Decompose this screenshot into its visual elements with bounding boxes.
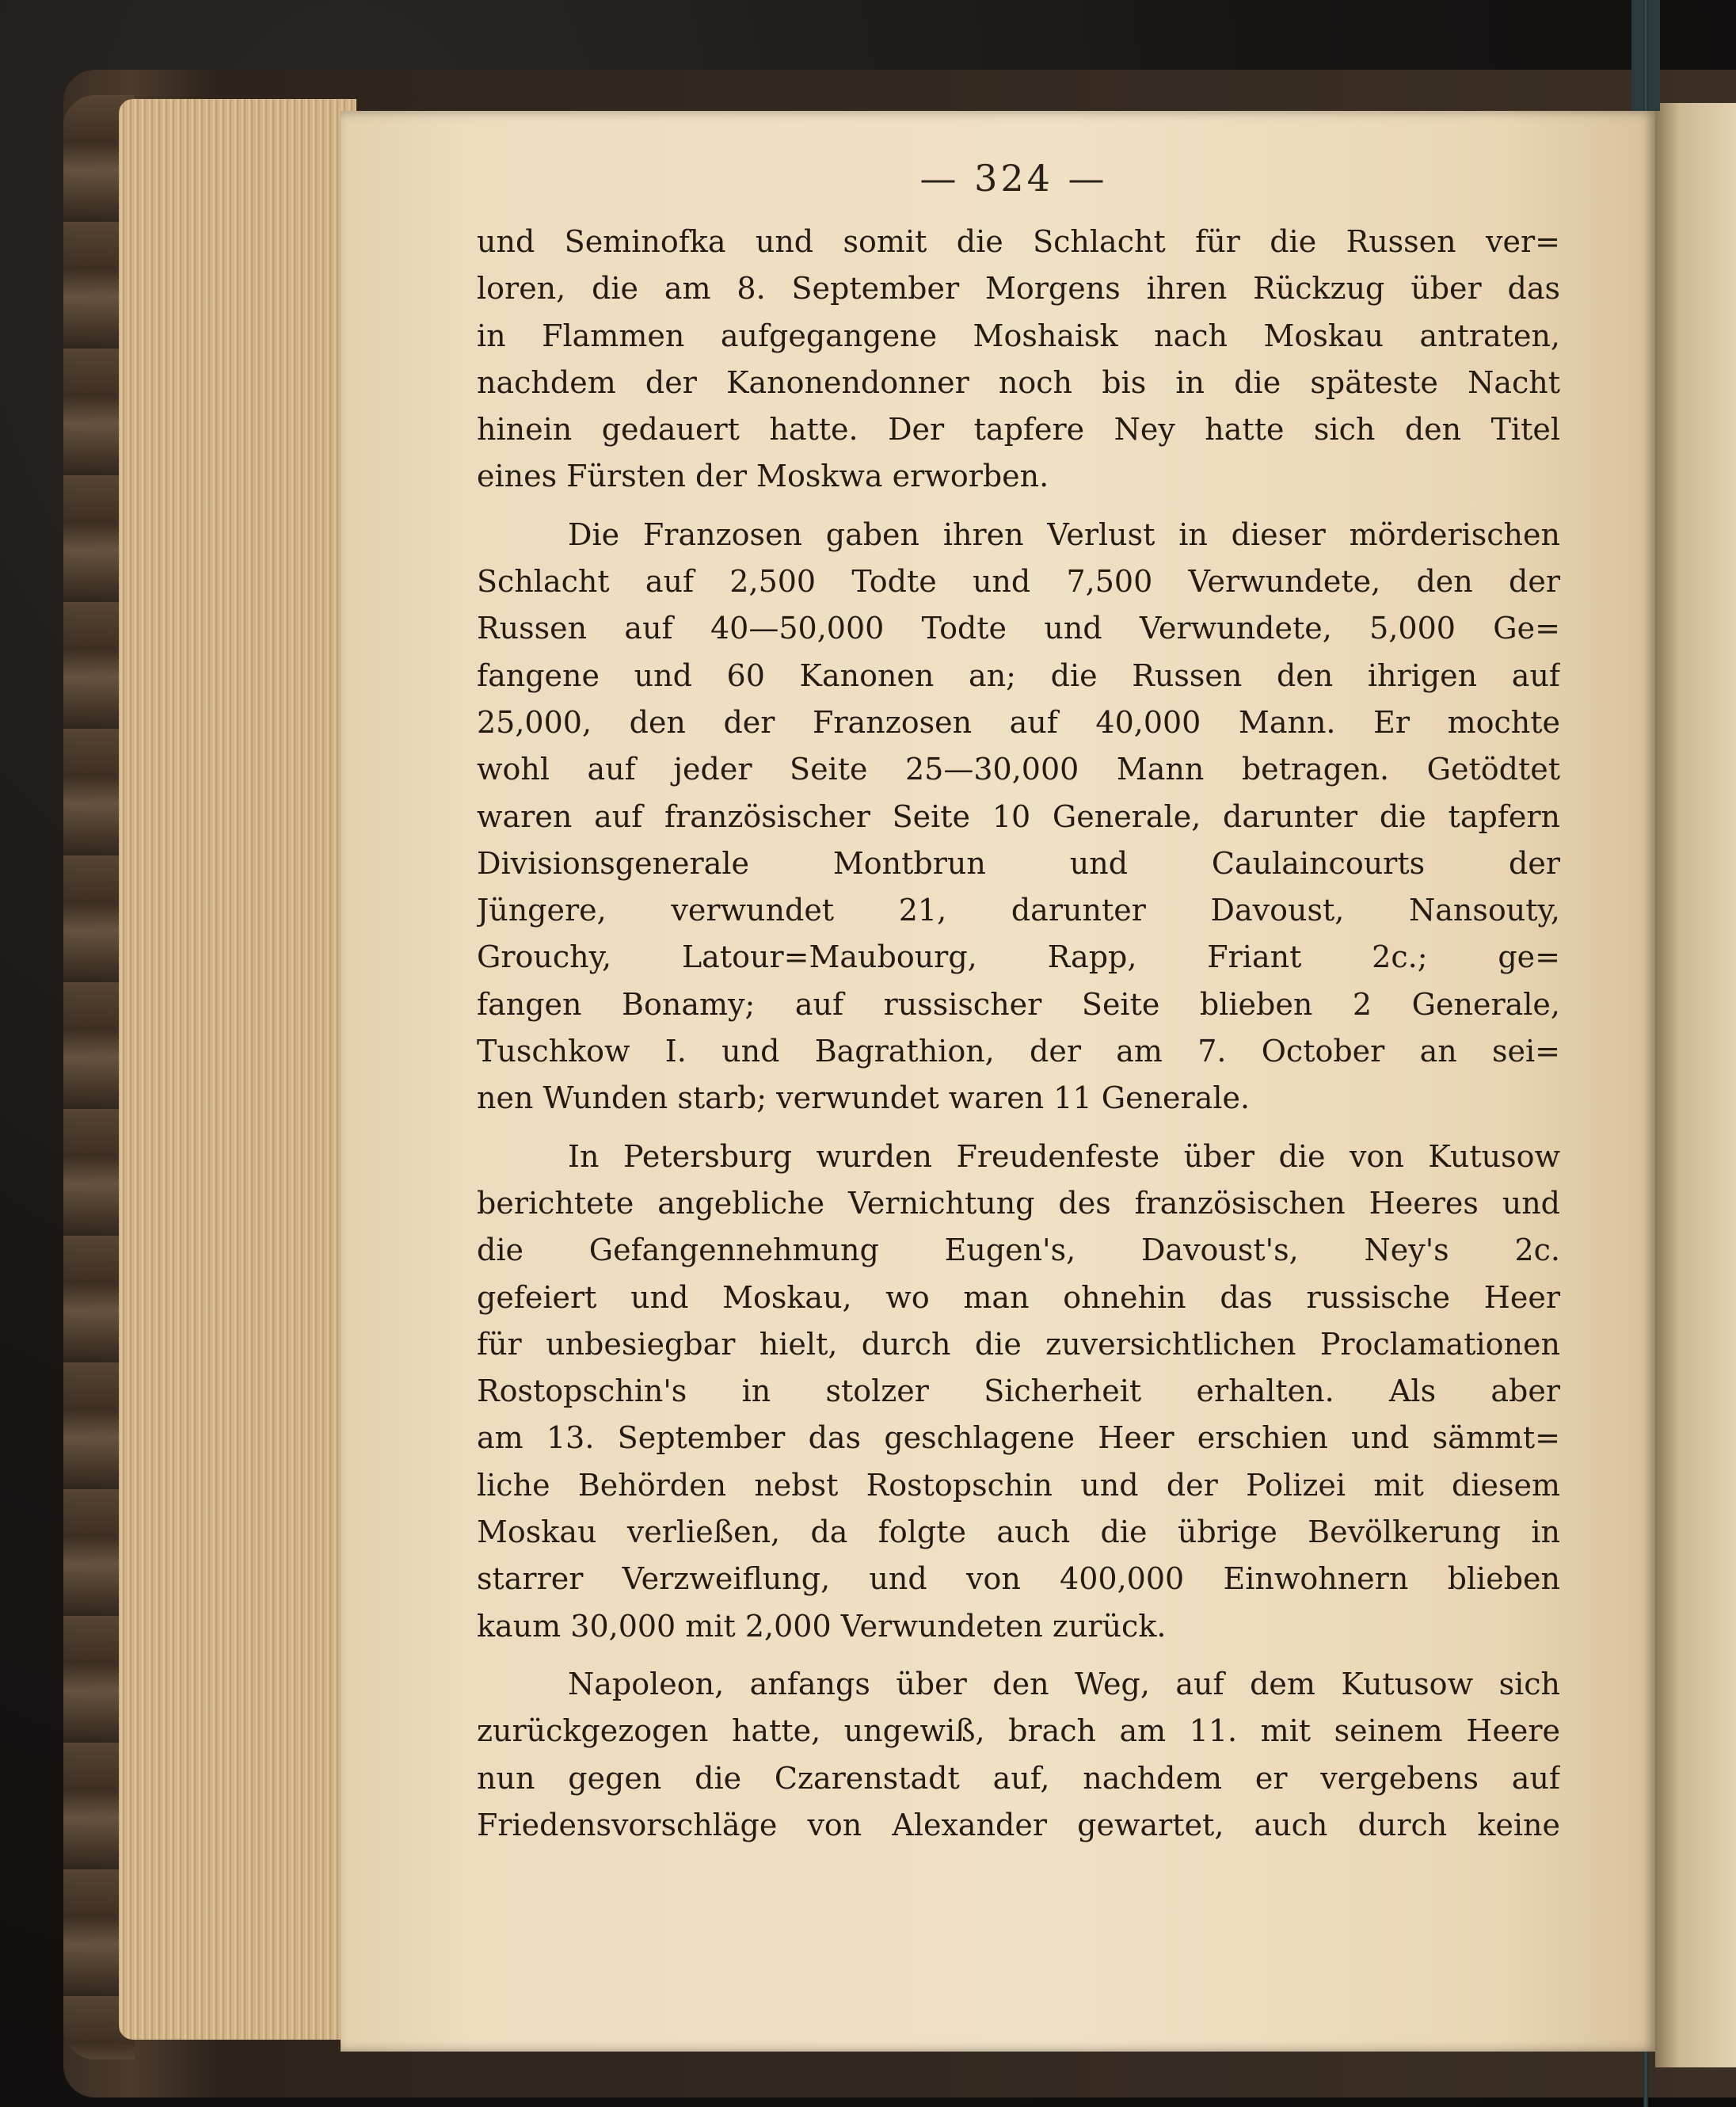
text-line: 25,000, den der Franzosen auf 40,000 Mann. Er mochte: [477, 704, 1560, 740]
text-line: nen Wunden starb; verwundet waren 11 Generale.: [477, 1080, 1251, 1116]
text-line: Napoleon, anfangs über den Weg, auf dem Kutusow sich: [568, 1666, 1560, 1701]
text-line: waren auf französischer Seite 10 Generale, darunter die tapfern: [477, 798, 1560, 834]
text-line: und Seminofka und somit die Schlacht für die Russen ver=: [477, 224, 1560, 259]
text-line: hinein gedauert hatte. Der tapfere Ney hatte sich den Titel: [477, 412, 1560, 448]
text-line: Tuschkow I. und Bagrathion, der am 7. October an sei=: [477, 1034, 1560, 1069]
text-line: zurückgezogen hatte, ungewiß, brach am 11. mit seinem Heere: [477, 1713, 1560, 1749]
text-line: loren, die am 8. September Morgens ihren Rückzug über das: [477, 271, 1560, 307]
text-line: Rostopschin's in stolzer Sicherheit erhalten. Als aber: [477, 1374, 1560, 1409]
text-line: Friedensvorschläge von Alexander gewartet, auch durch keine: [477, 1807, 1560, 1842]
page-stack-edge: [119, 99, 356, 2040]
paragraph: [477, 219, 1560, 501]
paragraph: [477, 512, 1560, 1122]
text-line: am 13. September das geschlagene Heer erschien und sämmt=: [477, 1420, 1560, 1456]
facing-page: [1655, 103, 1736, 2067]
page-text: [477, 219, 1560, 1849]
text-line: Schlacht auf 2,500 Todte und 7,500 Verwundete, den der: [477, 564, 1560, 600]
paragraph: [477, 1661, 1560, 1849]
text-line: Die Franzosen gaben ihren Verlust in dieser mörderischen: [568, 516, 1560, 552]
text-line: für unbesiegbar hielt, durch die zuversichtlichen Proclamationen: [477, 1326, 1560, 1362]
text-line: wohl auf jeder Seite 25—30,000 Mann betragen. Getödtet: [477, 752, 1560, 787]
text-line: Divisionsgenerale Montbrun und Caulaincourts der: [477, 845, 1560, 881]
text-line: starrer Verzweiflung, und von 400,000 Einwohnern blieben: [477, 1561, 1560, 1597]
text-line: Jüngere, verwundet 21, darunter Davoust, Nansouty,: [477, 893, 1560, 928]
paragraph: [477, 1134, 1560, 1650]
text-line: gefeiert und Moskau, wo man ohnehin das russische Heer: [477, 1279, 1560, 1315]
text-line: berichtete angebliche Vernichtung des französischen Heeres und: [477, 1185, 1560, 1221]
text-line: Moskau verließen, da folgte auch die übrige Bevölkerung in: [477, 1515, 1560, 1550]
text-line: Grouchy, Latour=Maubourg, Rapp, Friant 2c.; ge=: [477, 939, 1560, 975]
text-line: kaum 30,000 mit 2,000 Verwundeten zurück.: [477, 1608, 1167, 1644]
text-line: nachdem der Kanonendonner noch bis in die späteste Nacht: [477, 364, 1560, 400]
text-line: nun gegen die Czarenstadt auf, nachdem er vergebens auf: [477, 1760, 1560, 1796]
text-line: Russen auf 40—50,000 Todte und Verwundete, 5,000 Ge=: [477, 611, 1560, 646]
page-number: — 324 —: [919, 157, 1108, 200]
text-line: liche Behörden nebst Rostopschin und der Polizei mit diesem: [477, 1467, 1560, 1503]
text-line: In Petersburg wurden Freudenfeste über die von Kutusow: [568, 1138, 1560, 1174]
text-line: fangen Bonamy; auf russischer Seite blieben 2 Generale,: [477, 986, 1560, 1022]
text-line: die Gefangennehmung Eugen's, Davoust's, Ney's 2c.: [477, 1233, 1560, 1268]
text-line: eines Fürsten der Moskwa erworben.: [477, 459, 1049, 494]
text-line: fangene und 60 Kanonen an; die Russen den ihrigen auf: [477, 657, 1560, 693]
text-line: in Flammen aufgegangene Moshaisk nach Moskau antraten,: [477, 318, 1560, 353]
